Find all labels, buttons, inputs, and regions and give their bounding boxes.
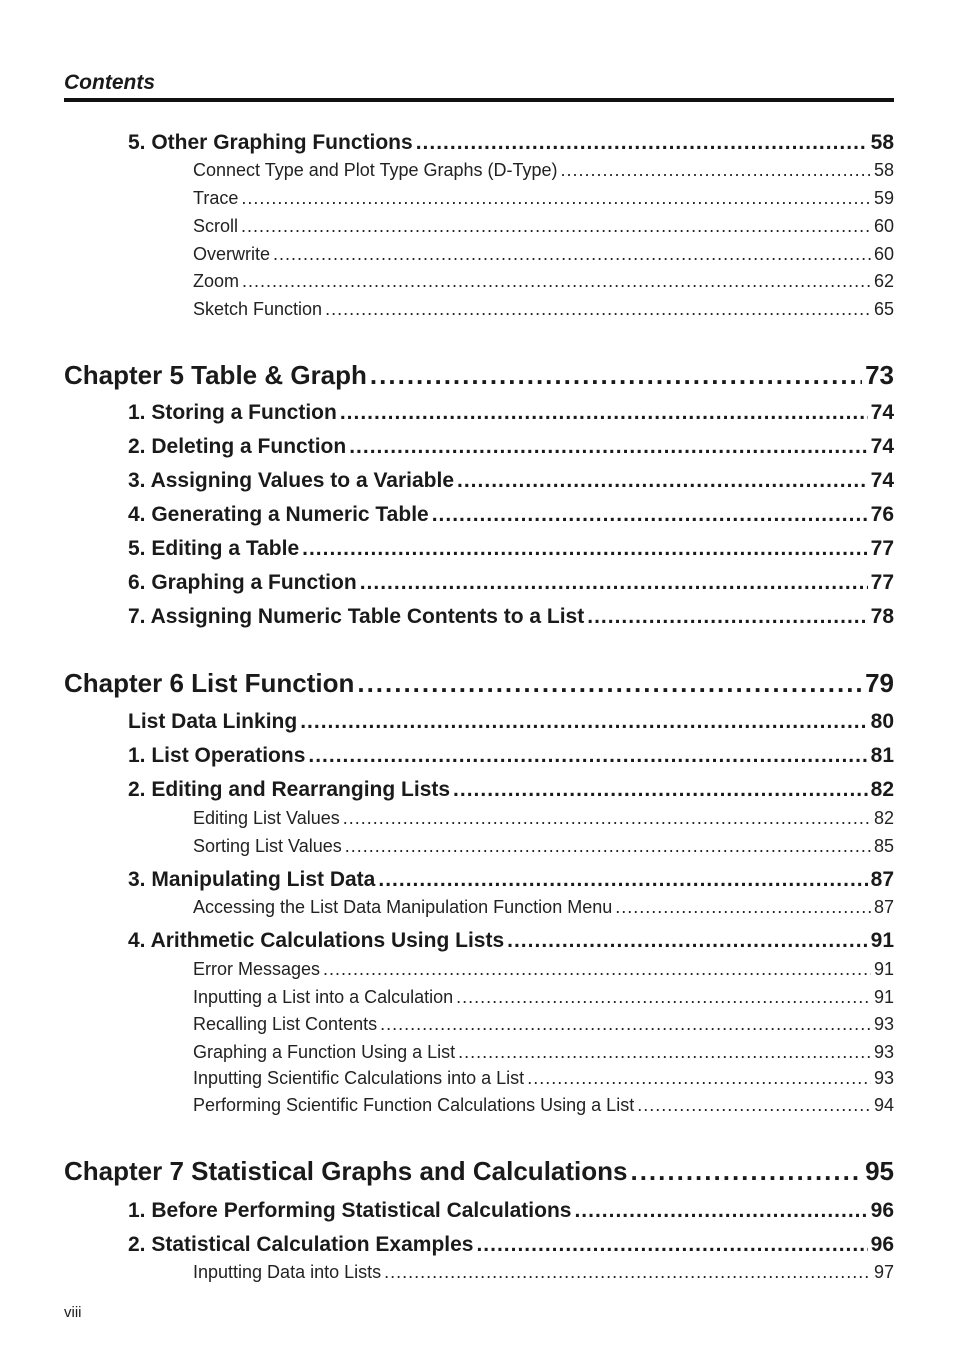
toc-entry-title: Inputting a List into a Calculation bbox=[193, 987, 454, 1007]
toc-entry-page: 74 bbox=[870, 401, 894, 424]
toc-entry-page: 91 bbox=[870, 929, 894, 952]
toc-entry-title: 1. Storing a Function bbox=[128, 401, 337, 424]
toc-entry-page: 85 bbox=[873, 836, 894, 856]
dot-leader bbox=[432, 503, 868, 527]
toc-chapter-entry[interactable] bbox=[64, 360, 894, 394]
toc-entry-title: 1. Before Performing Statistical Calculations bbox=[128, 1199, 572, 1222]
dot-leader bbox=[349, 435, 867, 459]
toc-entry-page: 87 bbox=[870, 868, 894, 891]
toc-section-entry[interactable] bbox=[128, 401, 894, 429]
dot-leader bbox=[340, 401, 868, 425]
dot-leader bbox=[308, 744, 867, 768]
toc-sub-entry[interactable] bbox=[193, 244, 894, 268]
dot-leader bbox=[456, 987, 871, 1008]
toc-entry-page: 74 bbox=[870, 469, 894, 492]
toc-entry-title: Editing List Values bbox=[193, 808, 340, 828]
toc-section-entry[interactable] bbox=[128, 605, 894, 633]
toc-sub-entry[interactable] bbox=[193, 160, 894, 184]
toc-sub-entry[interactable] bbox=[193, 1262, 894, 1286]
toc-section-entry[interactable] bbox=[128, 778, 894, 806]
toc-section-entry[interactable] bbox=[128, 503, 894, 531]
toc-sub-entry[interactable] bbox=[193, 1068, 894, 1092]
toc-entry-title: 2. Deleting a Function bbox=[128, 435, 347, 458]
toc-entry-title: Sketch Function bbox=[193, 299, 323, 319]
header-title: Contents bbox=[64, 71, 155, 94]
toc-sub-entry[interactable] bbox=[193, 1042, 894, 1066]
toc-entry-page: 96 bbox=[870, 1233, 894, 1256]
dot-leader bbox=[241, 188, 871, 209]
toc-entry-title: Inputting Data into Lists bbox=[193, 1262, 382, 1282]
toc-entry-page: 93 bbox=[873, 1068, 894, 1088]
dot-leader bbox=[453, 778, 868, 802]
toc-entry-page: 58 bbox=[873, 160, 894, 180]
toc-entry-title: 4. Generating a Numeric Table bbox=[128, 503, 429, 526]
toc-chapter-entry[interactable] bbox=[64, 1156, 894, 1190]
toc-entry-title: List Data Linking bbox=[128, 710, 298, 733]
toc-entry-title: 6. Graphing a Function bbox=[128, 571, 357, 594]
toc-entry-title: Performing Scientific Function Calculations Using a List bbox=[193, 1095, 635, 1115]
toc-chapter-entry[interactable] bbox=[64, 668, 894, 702]
page-header bbox=[64, 70, 894, 102]
dot-leader bbox=[241, 216, 871, 237]
toc-entry-title: Chapter 7 Statistical Graphs and Calculations bbox=[64, 1156, 628, 1186]
dot-leader bbox=[637, 1095, 871, 1116]
toc-entry-page: 82 bbox=[873, 808, 894, 828]
toc-section-entry[interactable] bbox=[128, 710, 894, 738]
toc-entry-page: 93 bbox=[873, 1042, 894, 1062]
toc-sub-entry[interactable] bbox=[193, 808, 894, 832]
dot-leader bbox=[357, 668, 862, 699]
toc-entry-page: 62 bbox=[873, 271, 894, 291]
toc-entry-title: 7. Assigning Numeric Table Contents to a List bbox=[128, 605, 585, 628]
toc-entry-title: Accessing the List Data Manipulation Function Menu bbox=[193, 897, 613, 917]
toc-entry-title: 4. Arithmetic Calculations Using Lists bbox=[128, 929, 505, 952]
dot-leader bbox=[615, 897, 871, 918]
toc-entry-title: Inputting Scientific Calculations into a List bbox=[193, 1068, 525, 1088]
dot-leader bbox=[507, 929, 868, 953]
dot-leader bbox=[325, 299, 871, 320]
toc-section-entry[interactable] bbox=[128, 571, 894, 599]
toc-section-entry[interactable] bbox=[128, 537, 894, 565]
dot-leader bbox=[323, 959, 871, 980]
toc-entry-title: Graphing a Function Using a List bbox=[193, 1042, 456, 1062]
toc-entry-title: 1. List Operations bbox=[128, 744, 306, 767]
toc-entry-page: 82 bbox=[870, 778, 894, 801]
toc-entry-title: Overwrite bbox=[193, 244, 271, 264]
dot-leader bbox=[345, 836, 871, 857]
toc-sub-entry[interactable] bbox=[193, 897, 894, 921]
toc-sub-entry[interactable] bbox=[193, 1095, 894, 1119]
toc-sub-entry[interactable] bbox=[193, 271, 894, 295]
toc-entry-page: 65 bbox=[873, 299, 894, 319]
toc-section-entry[interactable] bbox=[128, 1199, 894, 1227]
toc-entry-page: 60 bbox=[873, 244, 894, 264]
toc-entry-title: 5. Other Graphing Functions bbox=[128, 131, 413, 154]
toc-section-entry[interactable] bbox=[128, 131, 894, 159]
toc-entry-title: Chapter 5 Table & Graph bbox=[64, 360, 367, 390]
dot-leader bbox=[378, 868, 867, 892]
dot-leader bbox=[630, 1156, 862, 1187]
toc-entry-title: Trace bbox=[193, 188, 239, 208]
toc-section-entry[interactable] bbox=[128, 1233, 894, 1261]
toc-sub-entry[interactable] bbox=[193, 987, 894, 1011]
toc-entry-title: 2. Editing and Rearranging Lists bbox=[128, 778, 451, 801]
toc-entry-title: Chapter 6 List Function bbox=[64, 668, 355, 698]
dot-leader bbox=[527, 1068, 871, 1089]
toc-entry-title: 3. Manipulating List Data bbox=[128, 868, 376, 891]
toc-sub-entry[interactable] bbox=[193, 299, 894, 323]
toc-section-entry[interactable] bbox=[128, 435, 894, 463]
toc-entry-title: Zoom bbox=[193, 271, 240, 291]
toc-entry-title: Connect Type and Plot Type Graphs (D-Type) bbox=[193, 160, 558, 180]
toc-entry-page: 77 bbox=[870, 571, 894, 594]
toc-entry-title: 5. Editing a Table bbox=[128, 537, 300, 560]
toc-entry-page: 58 bbox=[870, 131, 894, 154]
toc-entry-page: 76 bbox=[870, 503, 894, 526]
toc-entry-page: 78 bbox=[870, 605, 894, 628]
dot-leader bbox=[458, 1042, 871, 1063]
toc-entry-page: 81 bbox=[870, 744, 894, 767]
toc-entry-title: Scroll bbox=[193, 216, 239, 236]
toc-entry-title: 2. Statistical Calculation Examples bbox=[128, 1233, 474, 1256]
toc-entry-page: 77 bbox=[870, 537, 894, 560]
toc-entry-page: 94 bbox=[873, 1095, 894, 1115]
toc-entry-title: Error Messages bbox=[193, 959, 321, 979]
header-rule bbox=[64, 98, 894, 102]
toc-entry-page: 87 bbox=[873, 897, 894, 917]
toc-entry-page: 74 bbox=[870, 435, 894, 458]
dot-leader bbox=[380, 1014, 871, 1035]
toc-entry-page: 91 bbox=[873, 987, 894, 1007]
toc-entry-page: 93 bbox=[873, 1014, 894, 1034]
toc-entry-title: 3. Assigning Values to a Variable bbox=[128, 469, 455, 492]
toc-section-entry[interactable] bbox=[128, 744, 894, 772]
dot-leader bbox=[457, 469, 868, 493]
dot-leader bbox=[343, 808, 871, 829]
toc-entry-page: 59 bbox=[873, 188, 894, 208]
toc-sub-entry[interactable] bbox=[193, 1014, 894, 1038]
dot-leader bbox=[574, 1199, 867, 1223]
toc-sub-entry[interactable] bbox=[193, 188, 894, 212]
toc-section-entry[interactable] bbox=[128, 929, 894, 957]
toc-entry-page: 91 bbox=[873, 959, 894, 979]
toc-entry-page: 73 bbox=[865, 360, 894, 390]
dot-leader bbox=[416, 131, 868, 155]
dot-leader bbox=[587, 605, 867, 629]
toc-section-entry[interactable] bbox=[128, 469, 894, 497]
toc-entry-title: Sorting List Values bbox=[193, 836, 342, 856]
toc-entry-page: 79 bbox=[865, 668, 894, 698]
dot-leader bbox=[273, 244, 871, 265]
toc-sub-entry[interactable] bbox=[193, 836, 894, 860]
toc-entry-title: Recalling List Contents bbox=[193, 1014, 378, 1034]
toc-section-entry[interactable] bbox=[128, 868, 894, 896]
dot-leader bbox=[370, 360, 862, 391]
toc-entry-page: 95 bbox=[865, 1156, 894, 1186]
toc-sub-entry[interactable] bbox=[193, 216, 894, 240]
dot-leader bbox=[561, 160, 871, 181]
dot-leader bbox=[384, 1262, 871, 1283]
toc-sub-entry[interactable] bbox=[193, 959, 894, 983]
toc-entry-page: 96 bbox=[870, 1199, 894, 1222]
toc-entry-page: 97 bbox=[873, 1262, 894, 1282]
toc-entry-page: 80 bbox=[870, 710, 894, 733]
toc-entry-page: 60 bbox=[873, 216, 894, 236]
dot-leader bbox=[360, 571, 868, 595]
page-number: viii bbox=[64, 1304, 82, 1321]
dot-leader bbox=[476, 1233, 867, 1257]
dot-leader bbox=[242, 271, 871, 292]
dot-leader bbox=[300, 710, 867, 734]
dot-leader bbox=[302, 537, 868, 561]
